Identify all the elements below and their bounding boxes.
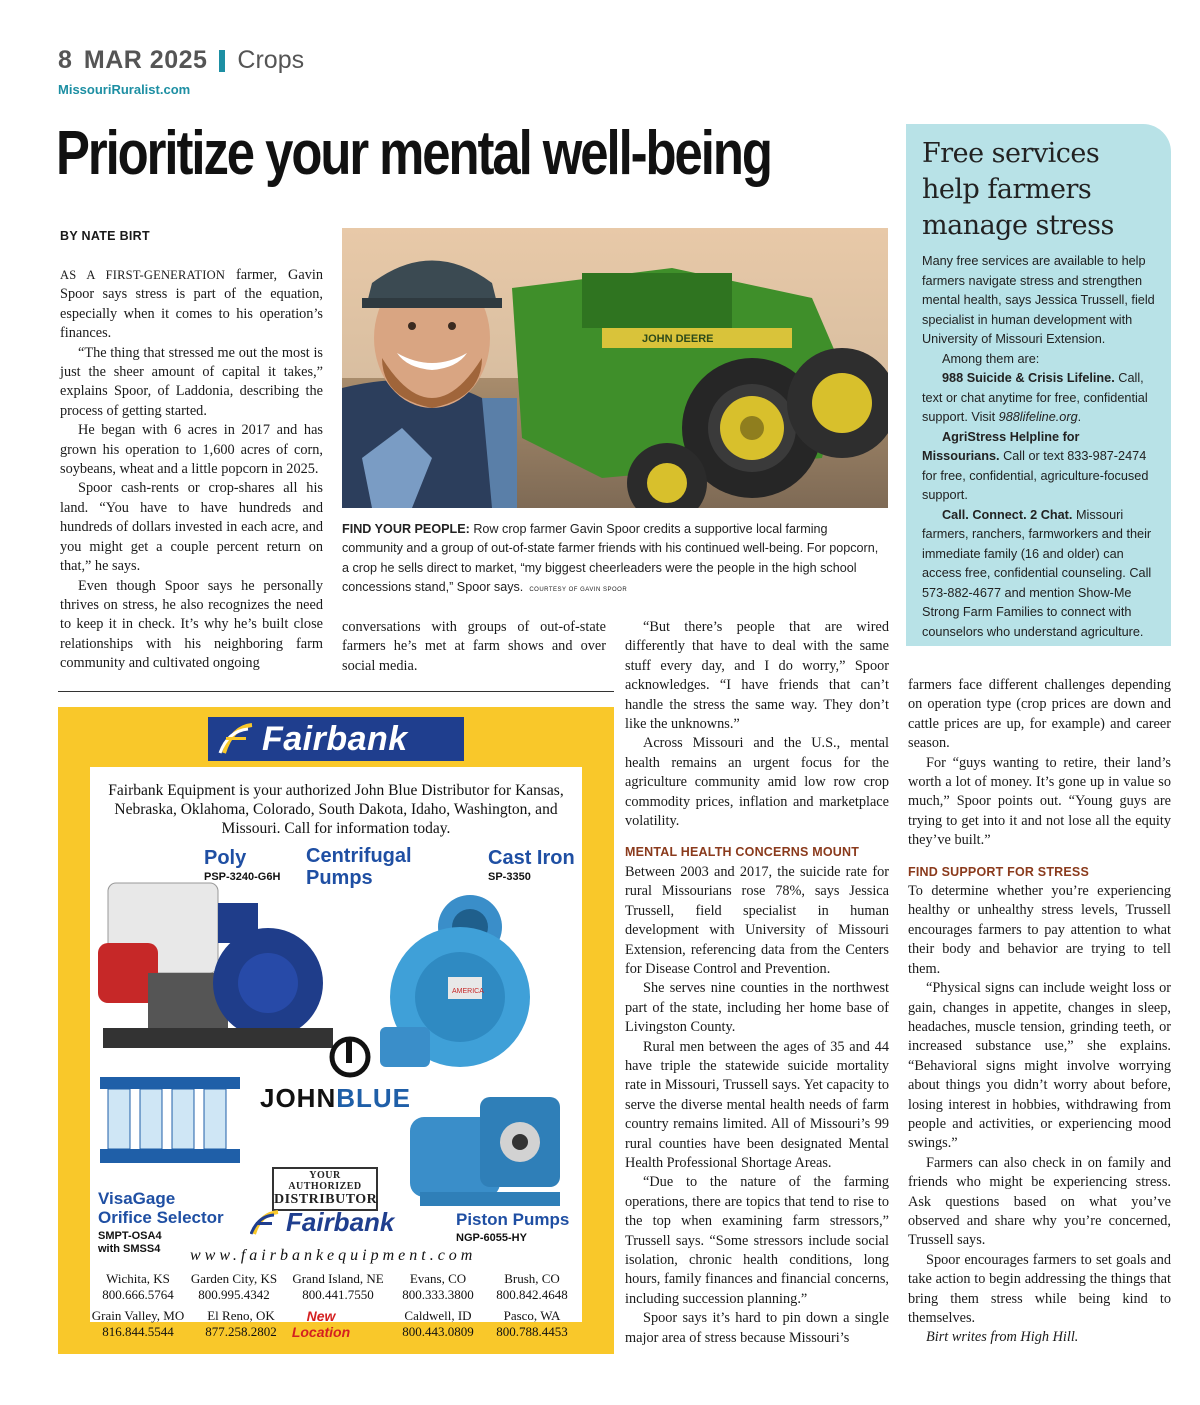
- new-location-badge: New Location: [291, 1308, 351, 1340]
- piston-pumps-label: Piston Pumps: [456, 1210, 570, 1229]
- fairbank-url[interactable]: www.fairbankequipment.com: [190, 1247, 477, 1264]
- sidebar-title: Free services help farmers manage stress: [922, 138, 1114, 241]
- folio: [58, 46, 304, 75]
- poly-label: Poly: [204, 847, 247, 869]
- paragraph: Across Missouri and the U.S., mental health remains an urgent focus for the agriculture community amid low row crop commodity prices, inflation and marketplace volatility.: [625, 735, 889, 830]
- centrifugal-label: Centrifugal Pumps: [306, 845, 412, 889]
- paragraph: Rural men between the ages of 35 and 44 have triple the statewide suicide mortality rate in Missouri, Trussell says. Yet capacity to serve the diverse mental health needs of farm country remains limited. All of Missouri’s 99 rural counties have been designated Mental Health Professional Shortage Areas.: [625, 1038, 889, 1171]
- fairbank-logo-small: Fairbank: [250, 1207, 394, 1238]
- poly-model: PSP-3240-G6H: [204, 871, 281, 883]
- poly-pump-image: [98, 863, 348, 1063]
- location-pasco: Pasco, WA 800.788.4453: [496, 1308, 568, 1339]
- visagage-label: VisaGage Orifice Selector: [98, 1189, 224, 1227]
- paragraph: Spoor cash-rents or crop-shares all his land. “You have to have hundreds and hundreds of dollars invested in each acre, and you might get a couple percent return on that,” he says.: [60, 480, 323, 575]
- cast-iron-model: SP-3350: [488, 871, 531, 883]
- paragraph: “The thing that stressed me out the most is just the sheer amount of capital it takes,” explains Spoor, of Laddonia, describing the process of getting started.: [60, 344, 323, 419]
- signoff: Birt writes from High Hill.: [926, 1329, 1079, 1346]
- paragraph: “But there’s people that are wired differently that have to deal with the same stuff every day, and I do worry,” Spoor acknowledges. “I have friends that can’t handle the stress the same way. They don’t like the unknowns.”: [625, 619, 889, 733]
- section-divider: [219, 50, 225, 72]
- paragraph: Spoor says it’s hard to pin down a single major area of stress because Missouri’s: [625, 1310, 889, 1346]
- paragraph: Farmers can also check in on family and friends who might be experiencing stress. Ask questions based on what you’ve observed and share why you’re concerned, Trussell says.: [908, 1154, 1171, 1249]
- fairbank-f-icon-small: [250, 1210, 280, 1236]
- tractor-brand: JOHN DEERE: [642, 333, 714, 345]
- paragraph: For “guys wanting to retire, their land’s worth a lot of money. It’s gone up in value so much,” Spoor points out. “Young guys are trying to get into it and not lose all the equity they’ve built.”: [908, 754, 1171, 849]
- sidebar-intro: Many free services are available to help farmers navigate stress and strengthen mental health, says Jessica Trussell, field specialist in human development with University of Missouri Extension.: [922, 254, 1155, 346]
- paragraph: Between 2003 and 2017, the suicide rate for rural Missourians rose 78%, says Jessica Trussell, field specialist in human development with University of Missouri Extension, referencing data from the Centers for Disease Control and Prevention.: [625, 863, 889, 977]
- ad-divider: [58, 691, 614, 692]
- paragraph: conversations with groups of out-of-state farmers he’s met at farm shows and over social media.: [342, 619, 606, 674]
- article-column-4: [908, 676, 1171, 1348]
- photo-credit: COURTESY OF GAVIN SPOOR: [529, 587, 628, 594]
- issue-date: MAR 2025: [83, 46, 208, 74]
- paragraph: To determine whether you’re experiencing healthy or unhealthy stress levels, Trussell encourages farmers to pay attention to what their body and behavior are trying to tell them.: [908, 883, 1171, 977]
- lead-caps: AS A FIRST-GENERATION: [60, 268, 226, 282]
- paragraph: “Physical signs can include weight loss or gain, changes in appetite, changes in sleep, headaches, muscle tension, grinding teeth, or increased substance use,” she explains. “Behavioral signs might involve worrying about things you didn’t worry about before, losing interest in hobbies, withdrawing from people and activities, or experiencing mood swings.”: [908, 980, 1171, 1152]
- section-name: Crops: [237, 46, 305, 74]
- location-grain-valley: Grain Valley, MO 816.844.5544: [91, 1308, 185, 1339]
- location-el-reno: El Reno, OK 877.258.2802: [205, 1308, 277, 1339]
- site-url[interactable]: MissouriRuralist.com: [58, 82, 191, 97]
- fairbank-logo: Fairbank: [208, 717, 464, 761]
- john-blue-logo-icon: [328, 1035, 372, 1079]
- location-grand-island: Grand Island, NE 800.441.7550: [292, 1271, 384, 1302]
- location-garden-city: Garden City, KS 800.995.4342: [190, 1271, 278, 1302]
- photo-caption: FIND YOUR PEOPLE: Row crop farmer Gavin Spoor credits a supportive local farming community and a group of out-of-state farmer friends with his continued well-being. For popcorn, a crop he sells direct to market, “my biggest cheerleaders were the people in the high school concessions stand,” Spoor says. COURTESY OF GAVIN SPOOR: [342, 522, 879, 595]
- paragraph: Spoor encourages farmers to set goals and take action to begin addressing the things that bring them stress while being kind to themselves.: [908, 1251, 1171, 1326]
- location-wichita: Wichita, KS 800.666.5764: [102, 1271, 174, 1302]
- subhead: FIND SUPPORT FOR STRESS: [908, 864, 1090, 879]
- service-988: 988 Suicide & Crisis Lifeline. Call, text or chat anytime for free, confidential support. Visit 988lifeline.org.: [922, 371, 1148, 424]
- john-blue-logo: JOHNBLUE: [260, 1083, 412, 1113]
- paragraph: Even though Spoor says he personally thrives on stress, he also recognizes the need to keep it in check. It’s why he’s built close relationships with his neighboring farm community and cultivated ongoing: [60, 577, 323, 672]
- sidebar-among: Among them are:: [942, 351, 1040, 366]
- visagage-model: SMPT-OSA4 with SMSS4: [98, 1230, 162, 1255]
- paragraph: She serves nine counties in the northwest part of the state, including her home base of Livingston County.: [625, 980, 889, 1036]
- authorized-distributor-badge: YOUR AUTHORIZED DISTRIBUTOR: [272, 1167, 378, 1211]
- visagage-image: [100, 1057, 250, 1197]
- ad-panel: [90, 767, 582, 1340]
- article-column-3: [625, 618, 889, 1348]
- paragraph: He began with 6 acres in 2017 and has grown his operation to 1,600 acres of corn, soybeans, wheat and a little popcorn in 2025.: [60, 422, 323, 478]
- page-number: 8: [58, 46, 72, 74]
- farmer-tractor-image: [342, 228, 888, 508]
- lifeline-link[interactable]: 988lifeline.org: [998, 410, 1078, 424]
- sidebar-body: [922, 252, 1155, 642]
- location-brush: Brush, CO 800.842.4648: [496, 1271, 568, 1302]
- paragraph: “Due to the nature of the farming operations, there are topics that tend to rise to the top when examining farm stressors,” Trussell says. “Some stressors include social isolation, chronic health conditions, long hours, family finances and financial concerns, including succession planning.”: [625, 1174, 889, 1307]
- cast-iron-label: Cast Iron: [488, 847, 575, 869]
- pump-badge: AMERICA: [452, 988, 484, 995]
- piston-pumps-model: NGP-6055-HY: [456, 1232, 527, 1244]
- paragraph: farmers face different challenges depending on operation type (crop prices are down and cattle prices are up, for example) and career season.: [908, 677, 1171, 752]
- piston-pump-image: [390, 1077, 570, 1217]
- location-caldwell: Caldwell, ID 800.443.0809: [402, 1308, 474, 1339]
- ad-intro: Fairbank Equipment is your authorized John Blue Distributor for Kansas, Nebraska, Oklahoma, Colorado, South Dakota, Idaho, Washington, and Missouri. Call for information today.: [108, 782, 564, 837]
- paragraph: AS A FIRST-GENERATION farmer, Gavin Spoor says stress is part of the equation, especially when it comes to his operation’s finances.: [60, 267, 323, 342]
- fairbank-f-icon: [218, 723, 254, 755]
- service-agristress: AgriStress Helpline for Missourians. Call or text 833-987-2474 for free, confidential, agriculture-focused support.: [922, 429, 1149, 502]
- subhead: MENTAL HEALTH CONCERNS MOUNT: [625, 845, 860, 860]
- service-call-connect: Call. Connect. 2 Chat. Missouri farmers, ranchers, farmworkers and their immediate family (16 and older) can access free, confidential counseling. Call 573-882-4677 and mention Show-Me Strong Farm Families to connect with counselors who understand agriculture.: [922, 507, 1152, 639]
- article-column-2: [342, 618, 606, 676]
- farmer-photo: [342, 228, 888, 508]
- fairbank-ad[interactable]: [58, 707, 614, 1354]
- sidebar-box: [906, 124, 1171, 646]
- cast-iron-pump-image: [360, 887, 560, 1077]
- location-evans: Evans, CO 800.333.3800: [402, 1271, 474, 1302]
- article-column-1: [60, 266, 323, 674]
- headline: Prioritize your mental well-being: [56, 119, 771, 188]
- caption-label: FIND YOUR PEOPLE:: [342, 522, 470, 536]
- byline: BY NATE BIRT: [60, 229, 150, 243]
